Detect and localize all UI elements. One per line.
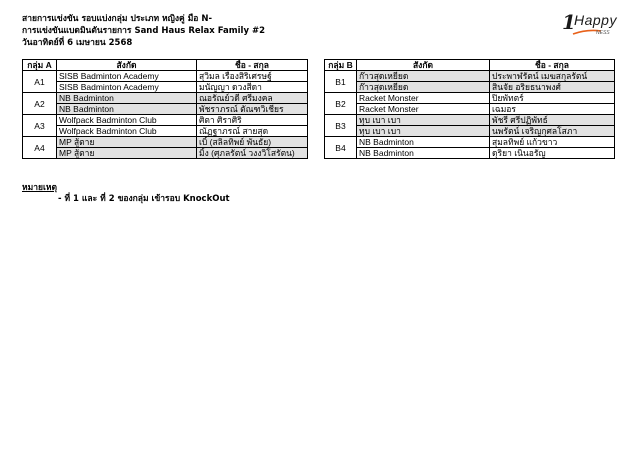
club-cell: Racket Monster [357, 93, 490, 104]
club-cell: SISB Badminton Academy [57, 82, 197, 93]
table-row [325, 126, 615, 137]
club-cell: ทุบ เบา เบา [357, 126, 490, 137]
group-a-table [22, 59, 308, 159]
player-name-cell: พัชรี ศรีปฏิพัทธ์ [490, 115, 615, 126]
remarks-section [22, 183, 230, 205]
player-name-cell: มิ้ง (ศุภลรัตน์ วงงวิโสรัตน) [197, 148, 308, 159]
table-row [23, 93, 308, 104]
table-row [23, 82, 308, 93]
club-cell: NB Badminton [57, 93, 197, 104]
happyness-logo [562, 8, 624, 42]
pair-code: B3 [325, 115, 357, 137]
table-row [23, 148, 308, 159]
logo-number: 1 [562, 10, 576, 34]
group-b-header: กลุ่ม B [325, 60, 357, 71]
player-name-cell: ดุริยา เนินอรัญ [490, 148, 615, 159]
pair-code: B4 [325, 137, 357, 159]
event-title: สายการแข่งขัน รอบแบ่งกลุ่ม ประเภท หญิงคู่ มือ N- [22, 14, 213, 24]
table-row [23, 71, 308, 82]
player-name-cell: พัชราภรณ์ ตัณฑวิเชียร [197, 104, 308, 115]
player-name-cell: สุวิมล เรืองสิริเศรษฐ์ [197, 71, 308, 82]
remarks-item: - ที่ 1 และ ที่ 2 ของกลุ่ม เข้ารอบ KnockOut [58, 194, 230, 204]
club-cell: Wolfpack Badminton Club [57, 115, 197, 126]
table-row [325, 137, 615, 148]
tournament-name: การแข่งขันแบดมินตันรายการ Sand Haus Relax Family #2 [22, 26, 265, 36]
club-cell: NB Badminton [357, 137, 490, 148]
club-cell: MP สู้ตาย [57, 148, 197, 159]
table-row [23, 137, 308, 148]
club-header: สังกัด [57, 60, 197, 71]
table-row [23, 126, 308, 137]
page-header [22, 13, 265, 49]
player-name-cell: เบิ้ (สลิลทิพย์ พันธัย) [197, 137, 308, 148]
table-row [325, 115, 615, 126]
club-cell: ก๊าวสุดเหยียด [357, 71, 490, 82]
player-name-cell: ประพาฬรัตน์ เมฆสกุลรัตน์ [490, 71, 615, 82]
table-row [325, 148, 615, 159]
player-name-cell: ณัฏฐาภรณ์ สายสุด [197, 126, 308, 137]
club-cell: ก๊าวสุดเหยียด [357, 82, 490, 93]
name-header: ชื่อ - สกุล [197, 60, 308, 71]
group-b-table [324, 59, 615, 159]
club-cell: NB Badminton [357, 148, 490, 159]
logo-word: Happy [574, 12, 617, 28]
player-name-cell: ณอรัณย์วดี ศรีมงคล [197, 93, 308, 104]
club-cell: Racket Monster [357, 104, 490, 115]
player-name-cell: สินจัย อริยธนาพงศ์ [490, 82, 615, 93]
pair-code: B2 [325, 93, 357, 115]
player-name-cell: สุมลทิพย์ แก้วขาว [490, 137, 615, 148]
club-cell: ทุบ เบา เบา [357, 115, 490, 126]
table-row [325, 71, 615, 82]
pair-code: A2 [23, 93, 57, 115]
player-name-cell: เฉมอร [490, 104, 615, 115]
table-row [23, 104, 308, 115]
remarks-title: หมายเหตุ [22, 183, 57, 193]
table-row [325, 82, 615, 93]
table-row [325, 104, 615, 115]
club-header: สังกัด [357, 60, 490, 71]
event-date: วันอาทิตย์ที่ 6 เมษายน 2568 [22, 38, 133, 48]
logo-sub: NESS [596, 30, 610, 36]
club-cell: MP สู้ตาย [57, 137, 197, 148]
player-name-cell: นพรัตน์ เจริญกุศลโสภา [490, 126, 615, 137]
club-cell: SISB Badminton Academy [57, 71, 197, 82]
club-cell: Wolfpack Badminton Club [57, 126, 197, 137]
pair-code: A3 [23, 115, 57, 137]
club-cell: NB Badminton [57, 104, 197, 115]
table-row [325, 93, 615, 104]
pair-code: A4 [23, 137, 57, 159]
player-name-cell: ศิตา ศิราศิริ [197, 115, 308, 126]
pair-code: A1 [23, 71, 57, 93]
pair-code: B1 [325, 71, 357, 93]
player-name-cell: ปิยพัทตร์ [490, 93, 615, 104]
name-header: ชื่อ - สกุล [490, 60, 615, 71]
table-row [23, 115, 308, 126]
group-a-header: กลุ่ม A [23, 60, 57, 71]
player-name-cell: มนัญญา ดวงสีดา [197, 82, 308, 93]
